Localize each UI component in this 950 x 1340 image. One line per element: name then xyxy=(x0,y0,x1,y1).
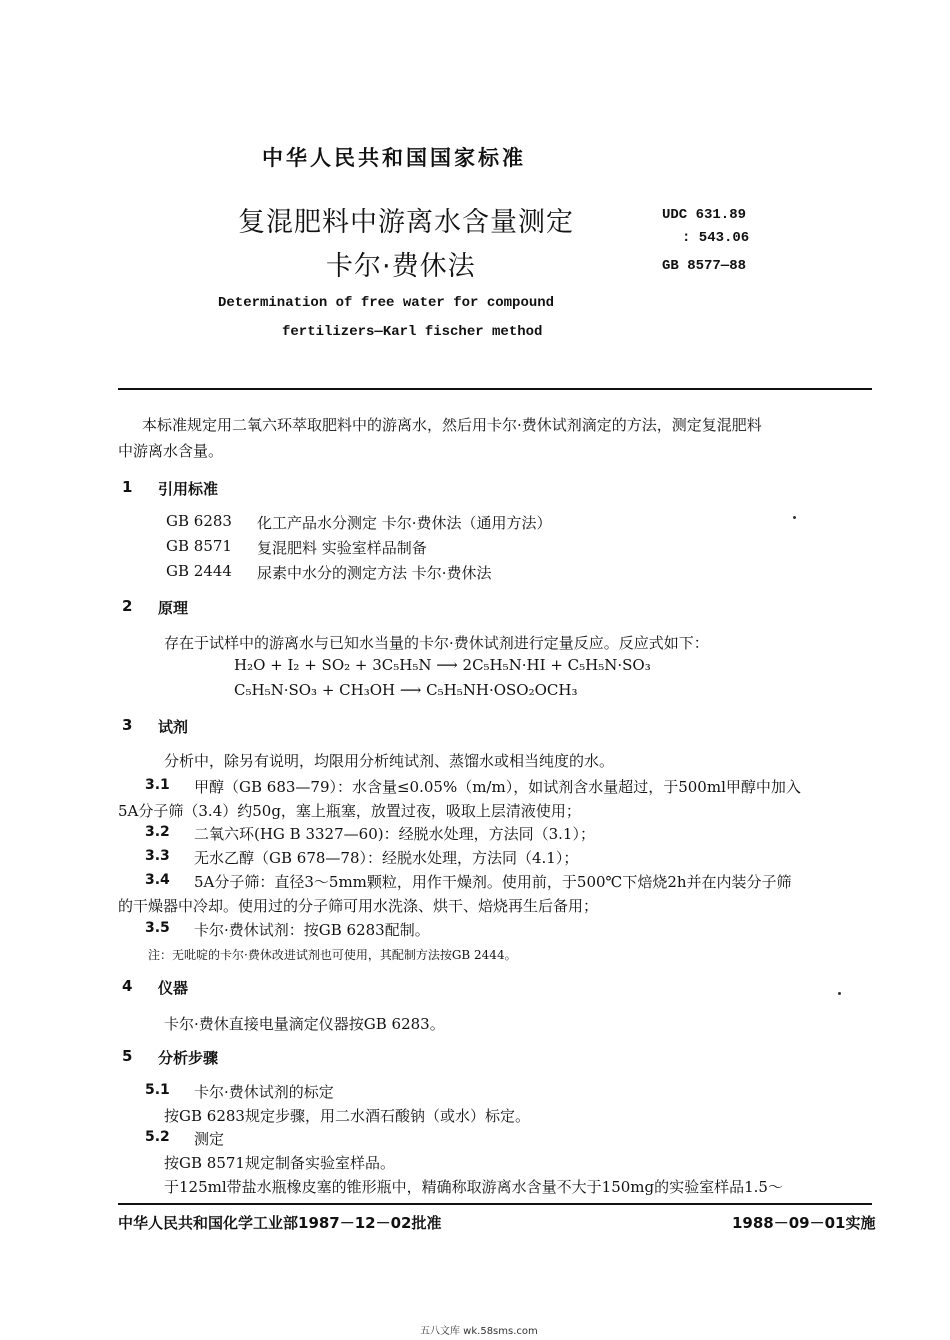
implementation-date: 1988－09－01实施 xyxy=(732,1214,876,1232)
clause-3-3-text: 无水乙醇（GB 678—78）：经脱水处理，方法同（4.1）； xyxy=(194,849,579,867)
reagent-note: 注：无吡啶的卡尔·费休改进试剂也可使用，其配制方法按GB 2444。 xyxy=(148,948,517,962)
header-divider xyxy=(118,388,872,390)
ref1-text: 化工产品水分测定 卡尔·费休法（通用方法） xyxy=(257,514,552,532)
ref3-code: GB 2444 xyxy=(166,562,232,580)
reaction-equation-1: H₂O + I₂ + SO₂ + 3C₅H₅N ⟶ 2C₅H₅N·HI + C₅H₅N·SO₃ xyxy=(234,656,651,674)
clause-5-2-text: 按GB 8571规定制备实验室样品。 xyxy=(164,1154,395,1172)
clause-3-4-text-cont: 的干燥器中冷却。使用过的分子筛可用水洗涤、烘干、焙烧再生后备用； xyxy=(118,897,599,915)
clause-3-1-number: 3.1 xyxy=(145,777,170,793)
ref1-code: GB 6283 xyxy=(166,512,232,530)
intro-line1: 本标准规定用二氧六环萃取肥料中的游离水，然后用卡尔·费休试剂滴定的方法，测定复混肥料 xyxy=(142,416,762,434)
principle-text: 存在于试样中的游离水与已知水当量的卡尔·费休试剂进行定量反应。反应式如下： xyxy=(164,634,709,652)
footer-divider xyxy=(118,1203,872,1205)
section3-number: 3 xyxy=(122,716,133,734)
clause-5-2-title: 测定 xyxy=(194,1130,225,1148)
ref2-code: GB 8571 xyxy=(166,537,232,555)
udc-code: UDC 631.89 xyxy=(662,207,747,223)
clause-5-1-text: 按GB 6283规定步骤，用二水酒石酸钠（或水）标定。 xyxy=(164,1107,530,1125)
reaction-equation-2: C₅H₅N·SO₃ + CH₃OH ⟶ C₅H₅NH·OSO₂OCH₃ xyxy=(234,681,578,699)
section2-number: 2 xyxy=(122,597,133,615)
clause-5-1-title: 卡尔·费休试剂的标定 xyxy=(194,1083,334,1101)
section4-title: 仪器 xyxy=(158,979,189,997)
clause-3-1-text-cont: 5A分子筛（3.4）约50g，塞上瓶塞，放置过夜，吸取上层清液使用； xyxy=(118,802,581,820)
clause-3-4-number: 3.4 xyxy=(145,872,170,888)
watermark: 五八文库 wk.58sms.com xyxy=(420,1326,538,1337)
section1-number: 1 xyxy=(122,478,133,496)
speck xyxy=(793,516,796,519)
clause-3-3-number: 3.3 xyxy=(145,848,170,864)
ref2-text: 复混肥料 实验室样品制备 xyxy=(257,539,427,557)
reagent-intro: 分析中，除另有说明，均限用分析纯试剂、蒸馏水或相当纯度的水。 xyxy=(164,752,615,770)
clause-5-2-text-cont: 于125ml带盐水瓶橡皮塞的锥形瓶中，精确称取游离水含量不大于150mg的实验室样品1.5～ xyxy=(164,1178,783,1196)
section4-number: 4 xyxy=(122,977,133,995)
english-title-line2: fertilizers—Karl fischer method xyxy=(282,324,543,340)
section5-number: 5 xyxy=(122,1047,133,1065)
clause-5-2-number: 5.2 xyxy=(145,1129,170,1145)
approval-line: 中华人民共和国化学工业部1987－12－02批准 xyxy=(118,1214,442,1232)
clause-3-1-text: 甲醇（GB 683—79）：水含量≤0.05%（m/m），如试剂含水量超过，于500ml甲醇中加入 xyxy=(194,778,801,796)
document-subtitle: 卡尔·费休法 xyxy=(326,251,476,282)
speck xyxy=(838,992,841,995)
clause-3-5-number: 3.5 xyxy=(145,920,170,936)
document-title: 复混肥料中游离水含量测定 xyxy=(238,207,574,238)
national-standard-heading: 中华人民共和国国家标准 xyxy=(262,146,526,170)
apparatus-text: 卡尔·费休直接电量滴定仪器按GB 6283。 xyxy=(164,1015,445,1033)
section5-title: 分析步骤 xyxy=(158,1049,219,1067)
intro-line2: 中游离水含量。 xyxy=(118,442,224,460)
gb-code: GB 8577—88 xyxy=(662,258,747,274)
section1-title: 引用标准 xyxy=(158,480,219,498)
clause-5-1-number: 5.1 xyxy=(145,1082,170,1098)
ref3-text: 尿素中水分的测定方法 卡尔·费休法 xyxy=(257,564,492,582)
clause-3-2-text: 二氧六环(HG B 3327—60)：经脱水处理，方法同（3.1）； xyxy=(194,825,595,843)
clause-3-4-text: 5A分子筛：直径3～5mm颗粒，用作干燥剂。使用前，于500℃下焙烧2h并在内装分子筛 xyxy=(194,873,792,891)
clause-3-2-number: 3.2 xyxy=(145,824,170,840)
section3-title: 试剂 xyxy=(158,718,189,736)
english-title-line1: Determination of free water for compound xyxy=(218,295,555,311)
section2-title: 原理 xyxy=(158,599,189,617)
udc-code-continuation: : 543.06 xyxy=(682,230,750,246)
clause-3-5-text: 卡尔·费休试剂：按GB 6283配制。 xyxy=(194,921,430,939)
